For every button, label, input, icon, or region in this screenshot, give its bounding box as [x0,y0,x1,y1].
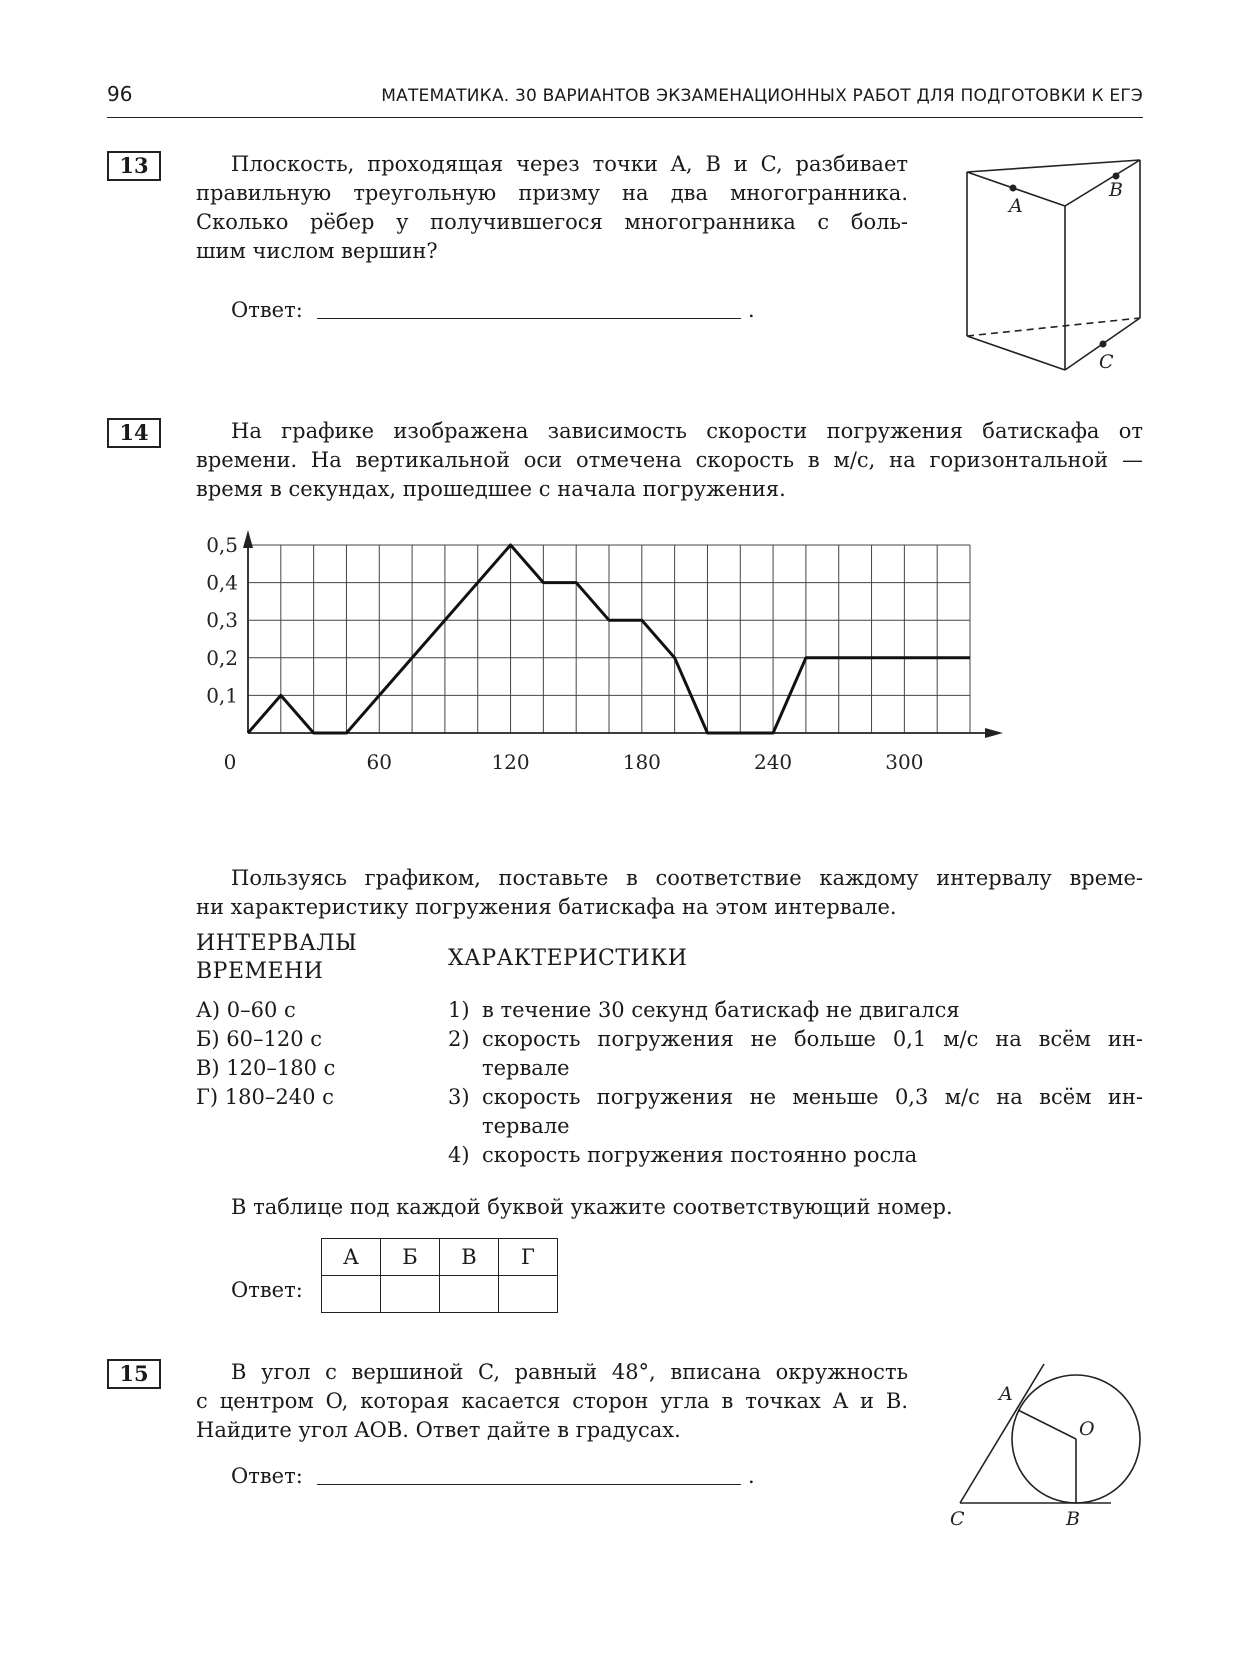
y-tick-label: 0,3 [206,608,238,633]
interval-item: В) 120–180 с [196,1056,336,1080]
task-13-line: Сколько рёбер у получившегося многогранника с боль- [196,210,908,234]
x-axis-arrow [985,728,1003,738]
label-a: A [999,1383,1013,1405]
x-tick-label: 0 [223,750,237,774]
x-tick-label: 60 [366,750,392,774]
characteristic-item [448,1083,1143,1141]
task-15-line: В угол с вершиной C, равный 48°, вписана окружность [231,1360,908,1384]
prism-hidden-edge [967,318,1140,336]
task-13-line: правильную треугольную призму на два многогранника. [196,181,908,205]
angle-circle-figure [935,1360,1150,1535]
characteristic-number: 1) [448,998,470,1022]
task-15-line: Найдите угол AOB. Ответ дайте в градусах. [196,1418,681,1442]
task-14-intro-line: На графике изображена зависимость скорости погружения батискафа от [231,419,1143,443]
y-tick-label: 0,4 [206,570,238,595]
task-13-text [196,150,908,266]
label-c: C [950,1508,965,1530]
characteristic-line: скорость погружения не больше 0,1 м/с на всём ин- [482,1027,1143,1051]
task-15-answer-label: Ответ: [231,1464,303,1488]
x-tick-label: 180 [622,750,661,774]
y-tick-label: 0,2 [206,645,238,670]
header-rule [107,117,1143,118]
label-a: A [1009,195,1023,217]
task-13-line: Плоскость, проходящая через точки A, B и C, разбивает [231,152,908,176]
characteristic-line: в течение 30 секунд батискаф не двигался [482,998,960,1022]
label-o: O [1079,1418,1095,1440]
task-14-instruction-line: Пользуясь графиком, поставьте в соответствие каждому интервалу време- [231,866,1143,890]
task-14-intro [196,417,1143,504]
task-14-answer-label: Ответ: [231,1278,303,1302]
intervals-header [196,930,357,986]
answer-table-header-v: В [440,1239,499,1276]
y-tick-label: 0,1 [206,683,238,708]
y-tick-labels [206,533,238,707]
x-tick-label: 120 [491,750,530,774]
chart-axes [243,530,1003,738]
task-13-answer-field[interactable] [317,318,741,319]
answer-cell-v[interactable] [440,1276,499,1313]
label-b: B [1066,1508,1080,1530]
speed-chart [200,530,1080,820]
characteristic-item [448,1025,1143,1083]
task-14-intro-line: времени. На вертикальной оси отмечена скорость в м/с, на горизонтальной — [196,448,1143,472]
y-axis-arrow [243,530,253,548]
label-b: B [1109,179,1123,201]
characteristic-number: 3) [448,1085,470,1109]
x-tick-label: 300 [885,750,924,774]
answer-table-header-b: Б [381,1239,440,1276]
intervals-header-line: ИНТЕРВАЛЫ [196,931,358,956]
table-instruction: В таблице под каждой буквой укажите соответствующий номер. [231,1195,953,1219]
task-15-answer-dot: . [748,1464,755,1488]
page-number: 96 [107,82,133,106]
characteristic-line: тервале [482,1056,570,1080]
x-tick-label: 240 [753,750,793,774]
answer-table [321,1238,558,1313]
task-15-text [196,1358,908,1445]
answer-table-header-row [322,1239,558,1276]
task-15-line: с центром O, которая касается сторон угла в точках A и B. [196,1389,908,1413]
point-c [1100,341,1107,348]
characteristics-list [448,996,1143,1170]
task-14-instruction-line: ни характеристику погружения батискафа на этом интервале. [196,895,897,919]
answer-cell-a[interactable] [322,1276,381,1313]
task-13-answer-dot: . [748,298,755,322]
point-a [1010,185,1017,192]
y-tick-label: 0,5 [206,533,238,557]
running-header-title: МАТЕМАТИКА. 30 ВАРИАНТОВ ЭКЗАМЕНАЦИОННЫХ РАБОТ ДЛЯ ПОДГОТОВКИ К ЕГЭ [381,86,1143,106]
interval-item: Б) 60–120 с [196,1027,323,1051]
answer-cell-b[interactable] [381,1276,440,1313]
characteristic-item [448,996,1143,1025]
task-14-number: 14 [107,418,161,448]
characteristic-number: 2) [448,1027,470,1051]
task-13-line: шим числом вершин? [196,239,438,263]
characteristic-item [448,1141,1143,1170]
intervals-list [196,996,335,1112]
chart-grid [248,545,970,733]
task-14-intro-line: время в секундах, прошедшее с начала погружения. [196,477,786,501]
characteristic-number: 4) [448,1143,470,1167]
x-tick-labels [224,750,924,774]
interval-item: А) 0–60 с [196,998,296,1022]
task-13-number: 13 [107,151,161,181]
task-15-number: 15 [107,1359,161,1389]
task-15-answer-field[interactable] [317,1484,741,1485]
characteristic-line: скорость погружения не меньше 0,3 м/с на всём ин- [482,1085,1143,1109]
characteristic-line: скорость погружения постоянно росла [482,1143,918,1167]
radius-oa [1018,1410,1076,1439]
characteristics-header: ХАРАКТЕРИСТИКИ [448,946,688,971]
prism-figure [955,150,1155,380]
task-13-answer-label: Ответ: [231,298,303,322]
label-c: C [1099,351,1114,373]
answer-table-header-a: А [322,1239,381,1276]
answer-cell-g[interactable] [499,1276,558,1313]
characteristic-line: тервале [482,1114,570,1138]
intervals-header-line: ВРЕМЕНИ [196,959,324,984]
answer-table-input-row [322,1276,558,1313]
task-14-instruction [196,864,1143,922]
interval-item: Г) 180–240 с [196,1085,334,1109]
prism-bottom-edge-left [967,336,1065,370]
answer-table-header-g: Г [499,1239,558,1276]
